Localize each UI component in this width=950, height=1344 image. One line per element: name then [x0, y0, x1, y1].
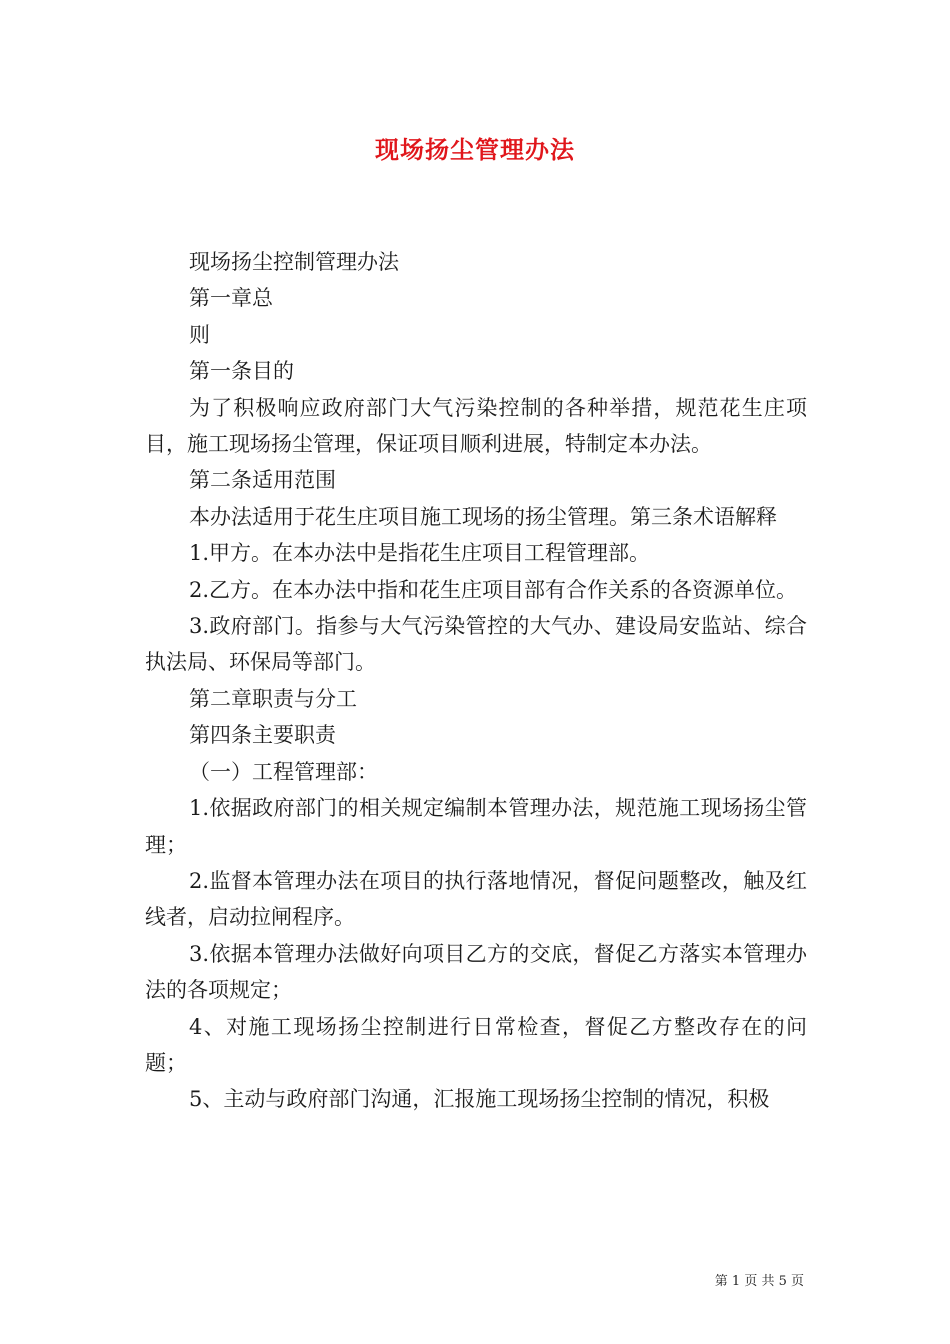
- paragraph: 第四条主要职责: [189, 723, 336, 748]
- paragraph: 第一条目的: [189, 359, 294, 384]
- document-body: [145, 244, 807, 1118]
- paragraph: 1.甲方。在本办法中是指花生庄项目工程管理部。: [189, 541, 651, 566]
- paragraph: 1.依据政府部门的相关规定编制本管理办法，规范施工现场扬尘管理；: [145, 796, 807, 857]
- paragraph: 3.依据本管理办法做好向项目乙方的交底，督促乙方落实本管理办法的各项规定；: [145, 941, 807, 1003]
- paragraph: 5、主动与政府部门沟通，汇报施工现场扬尘控制的情况，积极: [189, 1087, 770, 1112]
- paragraph: 为了积极响应政府部门大气污染控制的各种举措，规范花生庄项目，施工现场扬尘管理，保证项目顺利进展，特制定本办法。: [145, 395, 807, 457]
- paragraph: 本办法适用于花生庄项目施工现场的扬尘管理。第三条术语解释: [189, 504, 777, 529]
- paragraph: 第二条适用范围: [189, 468, 336, 493]
- paragraph: 现场扬尘控制管理办法: [189, 250, 399, 274]
- paragraph: 第二章职责与分工: [189, 686, 357, 711]
- paragraph: （一）工程管理部：: [189, 759, 378, 784]
- paragraph: 3.政府部门。指参与大气污染管控的大气办、建设局安监站、综合执法局、环保局等部门。: [145, 614, 807, 675]
- paragraph: 2.乙方。在本办法中指和花生庄项目部有合作关系的各资源单位。: [189, 577, 798, 602]
- paragraph: 则: [189, 322, 210, 347]
- page-number: 第 1 页 共 5 页: [714, 1274, 804, 1289]
- paragraph: 4、对施工现场扬尘控制进行日常检查，督促乙方整改存在的问题；: [145, 1014, 807, 1075]
- paragraph: 第一章总: [189, 286, 273, 311]
- paragraph: 2.监督本管理办法在项目的执行落地情况，督促问题整改，触及红线者，启动拉闸程序。: [145, 868, 807, 930]
- document-title: 现场扬尘管理办法: [375, 135, 575, 164]
